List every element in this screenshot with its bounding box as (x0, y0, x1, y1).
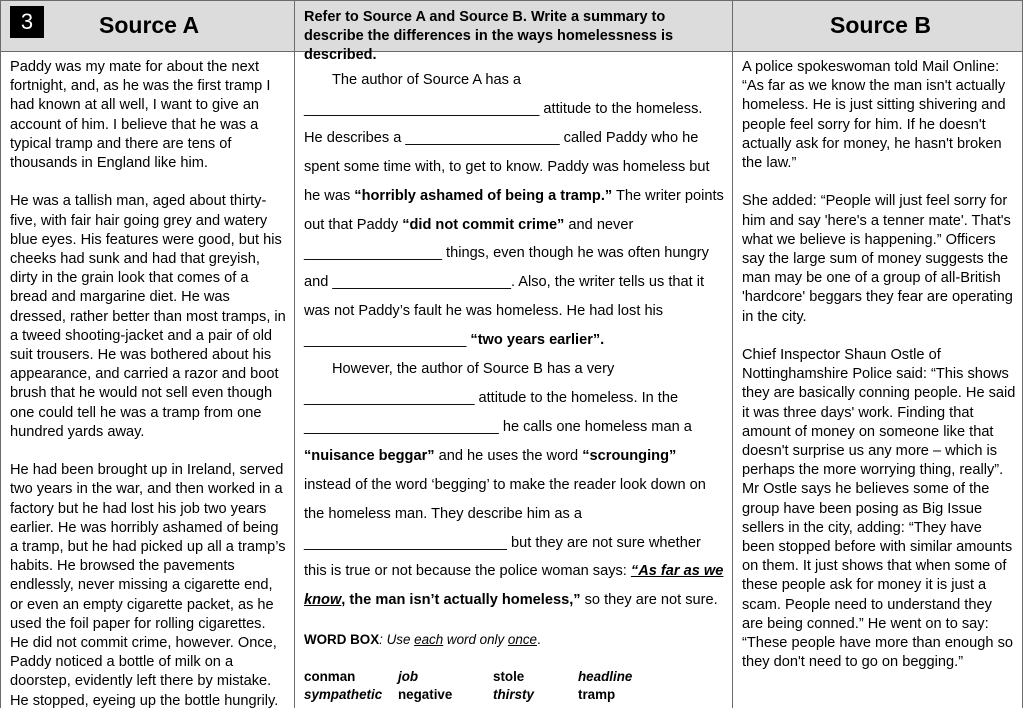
word-box-word: stole (493, 669, 525, 684)
quote: “As far as we know (304, 563, 724, 609)
text: attitude to the homeless. In the (474, 389, 679, 406)
source-b-title: Source B (830, 12, 931, 38)
blank[interactable]: _________________ (304, 245, 442, 262)
text: : Use (379, 632, 415, 647)
quote: “nuisance beggar” (304, 447, 435, 464)
summary-paragraph-1 (304, 66, 724, 355)
word-box-word: job (398, 669, 419, 684)
text: but they are not sure whether this is true or not because the police woman says: (304, 534, 701, 580)
source-b-text (742, 58, 1016, 692)
word-box-word: conman (304, 669, 356, 684)
word-box-label: WORD BOX (304, 632, 380, 647)
column-divider-left (294, 0, 295, 708)
text: attitude to the homeless. He describes a (304, 100, 703, 146)
text: However, the author of Source B has a very (332, 361, 615, 378)
source-a-title: Source A (99, 12, 200, 38)
column-divider-right (732, 0, 733, 708)
text: called Paddy who he spent some time with, to get to know. Paddy was homeless but he was (304, 129, 710, 204)
text: and he uses the word (434, 447, 583, 464)
word-box-word: negative (398, 687, 453, 702)
summary-paragraph-2 (304, 355, 724, 615)
word-box-row-1 (304, 669, 724, 687)
word-box-instruction (304, 632, 541, 647)
word-box-word: headline (578, 669, 633, 684)
word-box-row-2 (304, 687, 724, 705)
source-b-paragraph: She added: “People will just feel sorry for him and say 'here's a tenner mate'. That's what we believe is happening.” Officers say the large sum of money suggests the man may be one of a group of all-British 'hardcore' beggars they fear are operating in the city. (742, 193, 1013, 325)
source-b-paragraph: A police spokeswoman told Mail Online: “As far as we know the man isn't actually homeless. He is just sitting shivering and people feel sorry for him. If he doesn't actually ask for money, he hasn't broken the law.” (742, 59, 1006, 172)
quote: , the man isn’t actually homeless,” (341, 592, 581, 609)
text: so they are not sure. (580, 592, 718, 609)
text: The author of Source A has a (332, 72, 522, 88)
text: instead of the word ‘begging’ to make the reader look down on the homeless man. They describe him as a (304, 476, 706, 522)
text: once (507, 632, 537, 647)
source-b-paragraph: Chief Inspector Shaun Ostle of Nottinghamshire Police said: “This shows they are basically conning people. He said it was three days' work. Finding that amount of money on someone like that doesn't surprise us any more – which is perhaps the more worrying thing, really”. Mr Ostle says he believes some of the group have been posing as Big Issue sellers in the city, adding: “They have been stopped before with similar amounts on them. It just shows that when some of these people ask for money it is just a scam. People need to understand they are being conned.” He went on to say: “These people have more than enough so they don't need to go on begging.” (742, 347, 1016, 671)
quote: “scrounging” (582, 447, 677, 464)
blank[interactable]: _____________________________ (304, 100, 540, 117)
word-box-word: thirsty (493, 687, 534, 702)
text: he calls one homeless man a (498, 418, 692, 435)
summary-text (304, 66, 724, 615)
text: . Also, the writer tells us that it was not Paddy’s fault he was homeless. He had lost his (304, 274, 705, 320)
text: The writer points out that Paddy (304, 187, 724, 233)
blank[interactable]: ___________________ (405, 129, 560, 146)
text: each (414, 632, 444, 647)
task-instruction: Refer to Source A and Source B. Write a summary to describe the differences in the ways homelessness is described. (304, 9, 674, 63)
source-a-text (10, 58, 288, 708)
blank[interactable]: ________________________ (304, 418, 499, 435)
blank[interactable]: ____________________ (304, 332, 467, 349)
source-a-paragraph: He was a tallish man, aged about thirty-five, with fair hair going grey and watery blue eyes. His features were good, but his cheeks had sunk and had that greyish, dirty in the grain look that comes of a bread and margarine diet. He was dressed, rather better than most tramps, in a tweed shooting-jacket and a pair of old suit trousers. He was bothered about his appearance, and carried a razor and boot brush that he would not sell even though one could tell he was a tramp from one hundred yards away. (10, 193, 286, 440)
blank[interactable]: ______________________ (332, 274, 511, 291)
quote: “horribly ashamed of being a tramp.” (354, 187, 613, 204)
text: and never (564, 216, 634, 233)
source-a-paragraph: Paddy was my mate for about the next fortnight, and, as he was the first tramp I had known at all well, I want to give an account of him. I believe that he was a typical tramp and there are tens of thousands in England like him. (10, 59, 271, 172)
word-box-word: sympathetic (304, 687, 383, 702)
text: word only (443, 632, 508, 647)
quote: “did not commit crime” (402, 216, 565, 233)
blank[interactable]: _________________________ (304, 534, 507, 551)
quote: “two years earlier”. (470, 332, 605, 349)
word-box-word: tramp (578, 687, 616, 702)
text: things, even though he was often hungry and (304, 245, 709, 291)
question-number: 3 (10, 6, 44, 38)
source-a-paragraph: He had been brought up in Ireland, served two years in the war, and then worked in a factory but he had lost his job two years earlier. He was horribly ashamed of being a tramp, but he had picked up all a tramp’s habits. He browsed the pavements endlessly, never missing a cigarette end, or even an empty cigarette packet, as he used the foil paper for rolling cigarettes. He did not commit crime, however. Once, Paddy noticed a bottle of milk on a doorstep, evidently left there by mistake. He stopped, eyeing up the bottle hungrily. (10, 462, 286, 708)
blank[interactable]: _____________________ (304, 389, 475, 406)
text: . (536, 632, 541, 647)
